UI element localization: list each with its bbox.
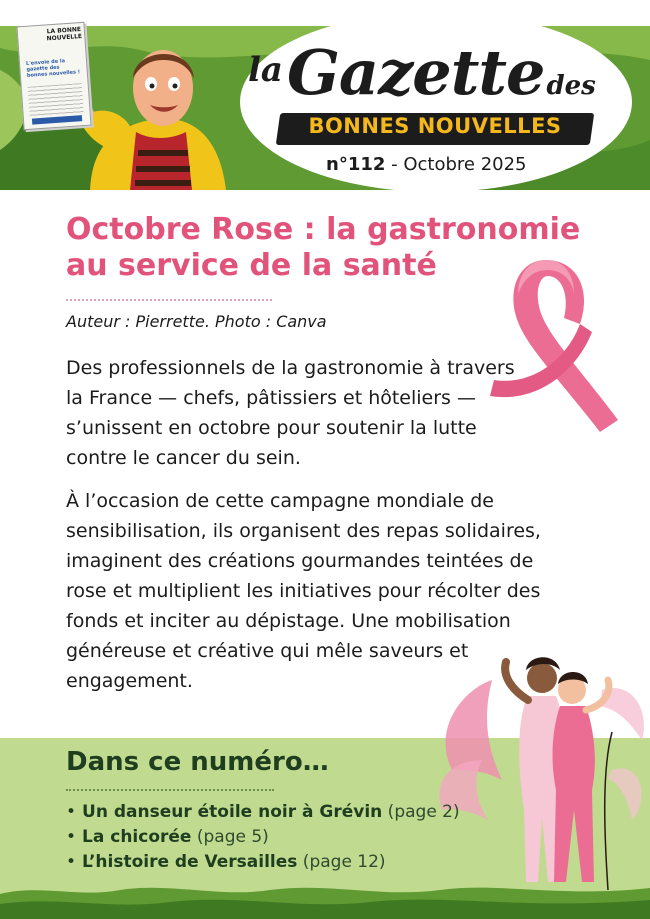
toc-topic: Un danseur étoile noir à Grévin: [82, 802, 383, 822]
masthead-la: la: [248, 50, 283, 90]
issue-info: [326, 154, 527, 175]
issue-separator: -: [385, 154, 404, 175]
toc-bullet: •: [66, 827, 77, 847]
in-this-issue-title: Dans ce numéro…: [66, 747, 329, 777]
mini-paper-title: LA BONNE NOUVELLE: [46, 26, 83, 43]
mini-paper-body: [28, 83, 84, 117]
header: [0, 0, 650, 190]
toc-page: (page 12): [297, 852, 386, 872]
article-author: Auteur : Pierrette. Photo : Canva: [66, 312, 327, 331]
toc-topic: La chicorée: [82, 827, 192, 847]
article-paragraph-2: À l’occasion de cette campagne mondiale de sensibilisation, ils organisent des repas solidaires, imaginent des créations gourmandes teintées de rose et multiplient les initiatives pour récolter des fonds et inciter au dépistage. Une mobilisation généreuse et créative qui mêle saveurs et engagement.: [66, 490, 541, 692]
toc-item[interactable]: [66, 825, 460, 850]
masthead-gazette: Gazette: [286, 36, 545, 109]
toc-bullet: •: [66, 802, 77, 822]
masthead-des: des: [546, 71, 596, 101]
toc-page: (page 2): [382, 802, 460, 822]
title-divider: [66, 299, 272, 301]
toc-item[interactable]: [66, 850, 460, 875]
toc-topic: L’histoire de Versailles: [82, 852, 298, 872]
in-this-issue-divider: [66, 789, 274, 791]
table-of-contents: [66, 800, 460, 875]
toc-page: (page 5): [191, 827, 269, 847]
toc-item[interactable]: [66, 800, 460, 825]
article-title: Octobre Rose : la gastronomie au service de la santé: [66, 212, 581, 283]
issue-number: n°112: [326, 154, 386, 175]
article-paragraph-1: Des professionnels de la gastronomie à travers la France — chefs, pâtissiers et hôteliers — s’unissent en octobre pour soutenir la lutte contre le cancer du sein.: [66, 357, 515, 469]
mini-paper-ribbon: [32, 115, 82, 124]
masthead-banner: BONNES NOUVELLES: [308, 114, 562, 138]
women-illustration: [432, 650, 650, 895]
masthead-logo: [248, 36, 596, 109]
issue-date: Octobre 2025: [403, 154, 527, 175]
newspaper-icon: [16, 22, 91, 130]
mini-paper-text: L'envoie de la gazette des bonnes nouvelles !: [25, 58, 81, 79]
toc-bullet: •: [66, 852, 77, 872]
